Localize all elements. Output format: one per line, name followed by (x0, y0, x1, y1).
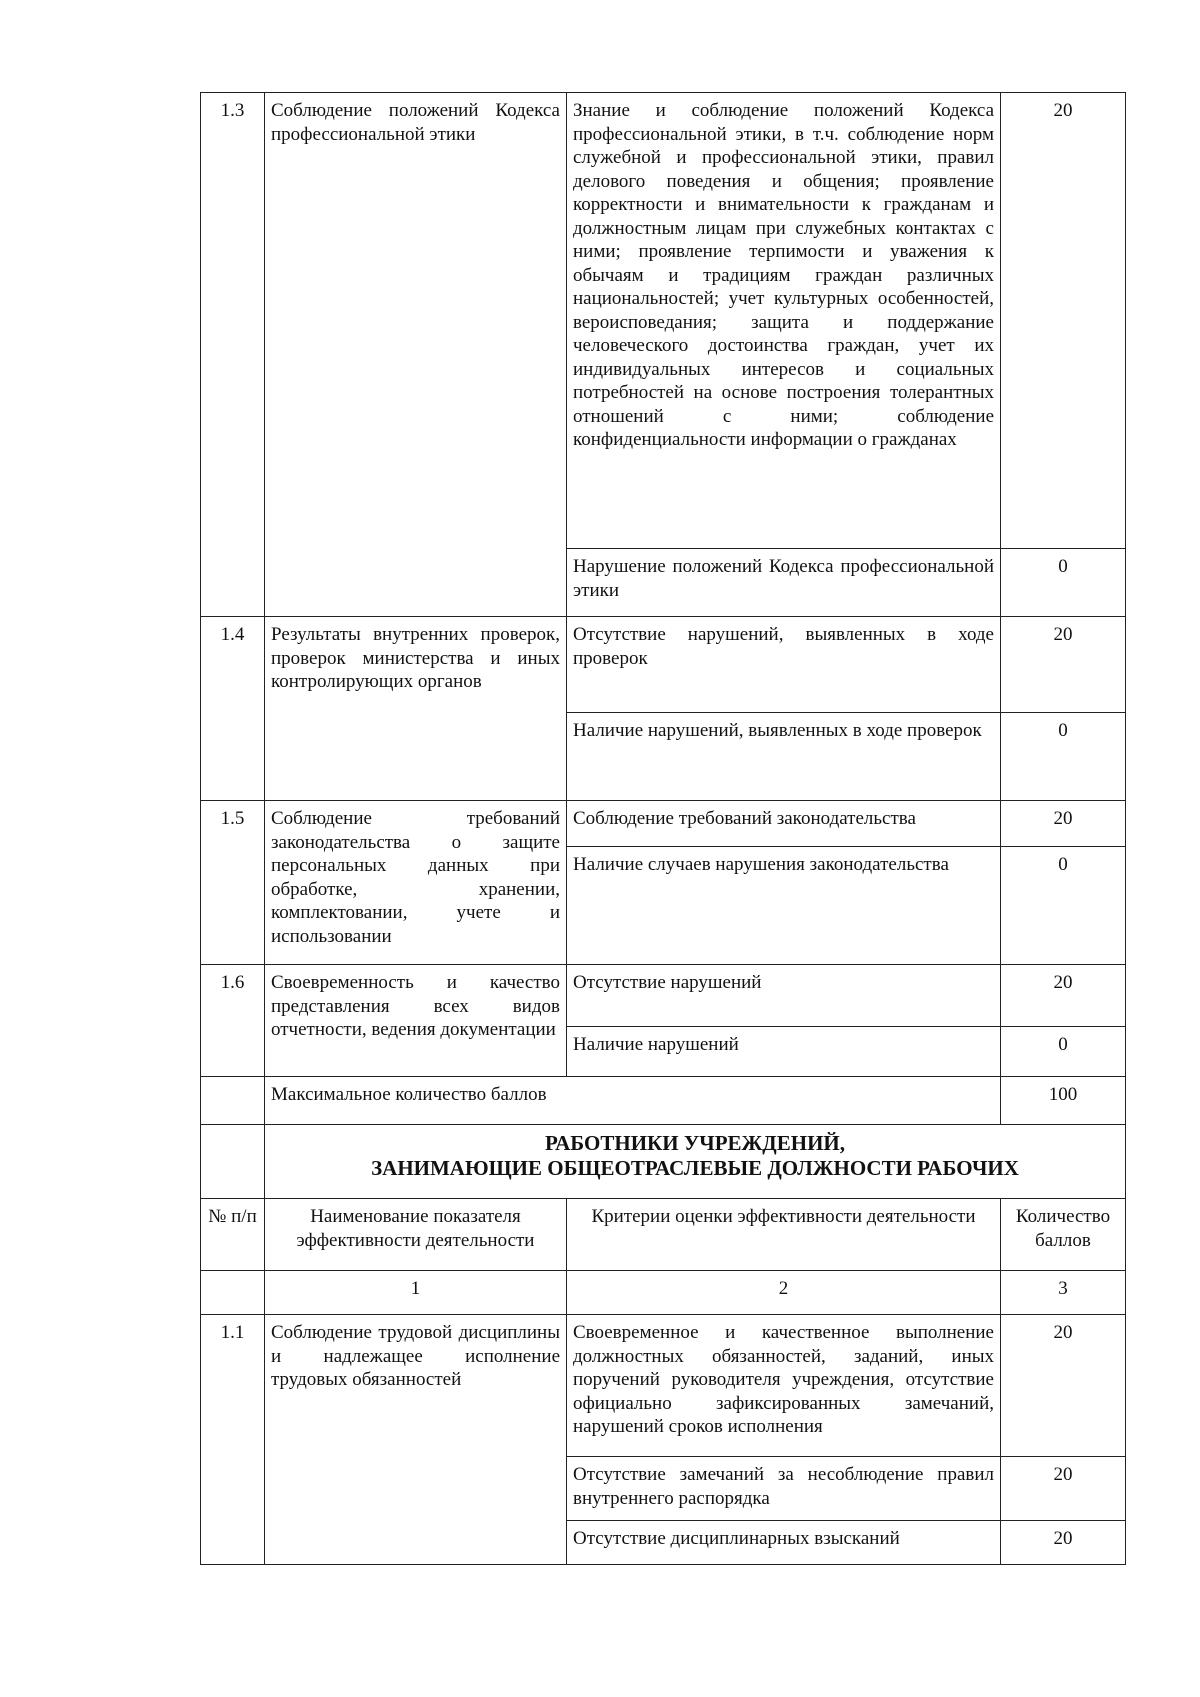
points-value: 20 (1001, 93, 1126, 549)
criteria-table (200, 92, 1126, 1565)
criterion-text: Наличие нарушений (567, 1027, 1001, 1077)
header-indicator: Наименование показателя эффективности деятельности (265, 1199, 567, 1271)
criterion-text: Отсутствие нарушений (567, 965, 1001, 1027)
table-row (201, 801, 1126, 847)
criterion-text: Знание и соблюдение положений Кодекса профессиональной этики, в т.ч. соблюдение норм служебной и профессиональной этики, правил делового поведения и общения; проявление корректности и внимательности к гражданам и должностным лицам при служебных контактах с ними; проявление терпимости и уважения к обычаям и традициям граждан различных национальностей; учет культурных особенностей, вероисповедания; защита и поддержание человеческого достоинства граждан, учет их индивидуальных интересов и социальных потребностей на основе построения толерантных отношений с ними; соблюдение конфиденциальности информации о гражданах (567, 93, 1001, 549)
table-row (201, 965, 1126, 1027)
points-value: 0 (1001, 549, 1126, 617)
points-value: 20 (1001, 965, 1126, 1027)
table-row (201, 617, 1126, 713)
criterion-text: Отсутствие замечаний за несоблюдение правил внутреннего распорядка (567, 1457, 1001, 1521)
points-value: 20 (1001, 617, 1126, 713)
row-number: 1.4 (201, 617, 265, 801)
empty-cell (201, 1125, 265, 1199)
indicator-name: Соблюдение трудовой дисциплины и надлежащее исполнение трудовых обязанностей (265, 1315, 567, 1565)
row-number: 1.6 (201, 965, 265, 1077)
criterion-text: Нарушение положений Кодекса профессиональной этики (567, 549, 1001, 617)
table-row (201, 1315, 1126, 1457)
row-number: 1.1 (201, 1315, 265, 1565)
criterion-text: Наличие нарушений, выявленных в ходе проверок (567, 713, 1001, 801)
row-number: 1.3 (201, 93, 265, 617)
points-value: 20 (1001, 801, 1126, 847)
header-num: № п/п (201, 1199, 265, 1271)
column-number: 3 (1001, 1271, 1126, 1315)
column-numbers-row (201, 1271, 1126, 1315)
points-value: 0 (1001, 713, 1126, 801)
criterion-text: Своевременное и качественное выполнение должностных обязанностей, заданий, иных поручений руководителя учреждения, отсутствие официально зафиксированных замечаний, нарушений сроков исполнения (567, 1315, 1001, 1457)
indicator-name: Своевременность и качество представления всех видов отчетности, ведения документации (265, 965, 567, 1077)
criterion-text: Соблюдение требований законодательства (567, 801, 1001, 847)
empty-cell (201, 1077, 265, 1125)
criterion-text: Отсутствие дисциплинарных взысканий (567, 1521, 1001, 1565)
section-title (265, 1125, 1126, 1199)
section-title-row (201, 1125, 1126, 1199)
points-value: 20 (1001, 1457, 1126, 1521)
points-value: 0 (1001, 847, 1126, 965)
section-title-line-1: РАБОТНИКИ УЧРЕЖДЕНИЙ, (545, 1131, 845, 1155)
indicator-name: Соблюдение требований законодательства о защите персональных данных при обработке, хранении, комплектовании, учете и использовании (265, 801, 567, 965)
column-number: 1 (265, 1271, 567, 1315)
header-criteria: Критерии оценки эффективности деятельности (567, 1199, 1001, 1271)
table-header-row (201, 1199, 1126, 1271)
criterion-text: Наличие случаев нарушения законодательства (567, 847, 1001, 965)
column-number: 2 (567, 1271, 1001, 1315)
indicator-name: Результаты внутренних проверок, проверок министерства и иных контролирующих органов (265, 617, 567, 801)
empty-cell (201, 1271, 265, 1315)
indicator-name: Соблюдение положений Кодекса профессиональной этики (265, 93, 567, 617)
total-label: Максимальное количество баллов (265, 1077, 1001, 1125)
row-number: 1.5 (201, 801, 265, 965)
section-title-line-2: ЗАНИМАЮЩИЕ ОБЩЕОТРАСЛЕВЫЕ ДОЛЖНОСТИ РАБОЧИХ (371, 1156, 1019, 1180)
table-row (201, 93, 1126, 549)
criterion-text: Отсутствие нарушений, выявленных в ходе проверок (567, 617, 1001, 713)
total-points: 100 (1001, 1077, 1126, 1125)
points-value: 0 (1001, 1027, 1126, 1077)
points-value: 20 (1001, 1315, 1126, 1457)
header-points: Количество баллов (1001, 1199, 1126, 1271)
total-row (201, 1077, 1126, 1125)
points-value: 20 (1001, 1521, 1126, 1565)
